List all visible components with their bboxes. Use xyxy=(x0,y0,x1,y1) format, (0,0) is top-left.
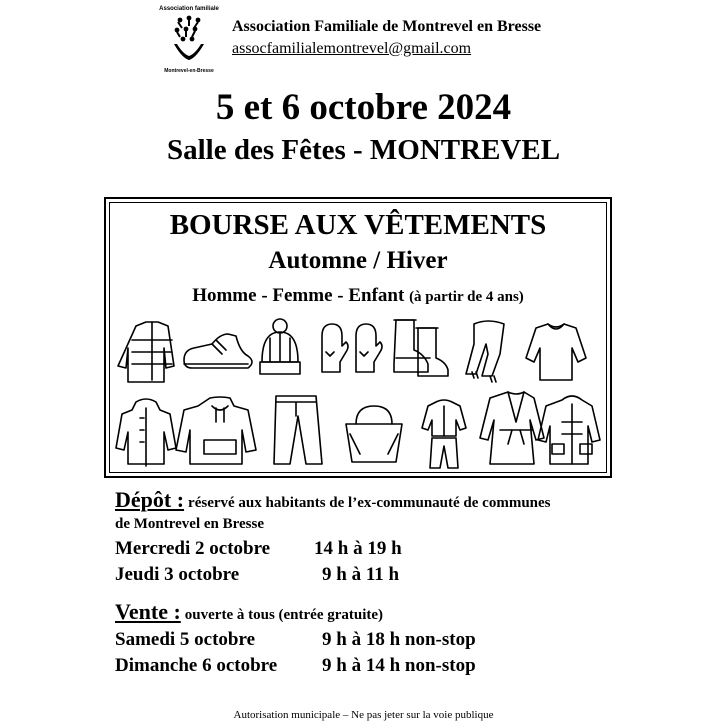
depot-note-line1: réservé aux habitants de l’ex-communauté de communes xyxy=(188,495,551,511)
box-season: Automne / Hiver xyxy=(268,247,448,274)
handbag-icon xyxy=(346,406,402,462)
event-box xyxy=(104,197,612,478)
beanie-icon xyxy=(260,319,300,374)
mittens-icon xyxy=(322,324,382,372)
depot-row-1 xyxy=(115,538,402,560)
puffer-jacket-icon xyxy=(118,322,174,382)
vente-day: Samedi 5 octobre xyxy=(115,629,256,650)
footer-note: Autorisation municipale – Ne pas jeter sur la voie publique xyxy=(233,709,494,721)
box-audience xyxy=(106,285,610,307)
duffle-coat-icon xyxy=(538,396,600,464)
vente-section-header xyxy=(115,599,383,625)
trousers-icon xyxy=(274,396,322,464)
vente-heading: Vente : xyxy=(115,599,181,624)
depot-day: Mercredi 2 octobre xyxy=(115,538,271,559)
hoodie-icon xyxy=(176,397,256,464)
depot-row-2 xyxy=(115,564,399,586)
depot-hours: 14 h à 19 h xyxy=(314,538,402,559)
box-title: BOURSE AUX VÊTEMENTS xyxy=(169,209,547,241)
vente-row-1 xyxy=(115,629,476,651)
hooded-coat-icon xyxy=(116,399,176,466)
depot-heading: Dépôt : xyxy=(115,487,185,512)
association-name: Association Familiale de Montrevel en Bresse xyxy=(232,18,542,35)
bathrobe-icon xyxy=(480,392,544,464)
clothing-illustrations xyxy=(114,316,602,472)
winter-boots-icon xyxy=(394,320,448,376)
scarf-icon xyxy=(466,321,504,382)
depot-hours: 9 h à 11 h xyxy=(322,564,400,585)
vente-hours: 9 h à 14 h non-stop xyxy=(322,655,476,676)
audience-text: Homme - Femme - Enfant xyxy=(192,285,405,306)
vente-hours: 9 h à 18 h non-stop xyxy=(322,629,476,650)
depot-section-header xyxy=(115,487,551,513)
vente-note: ouverte à tous (entrée gratuite) xyxy=(184,607,384,623)
vente-row-2 xyxy=(115,655,476,677)
event-dates: 5 et 6 octobre 2024 xyxy=(215,87,512,128)
event-venue: Salle des Fêtes - MONTREVEL xyxy=(166,134,561,166)
logo-text-top: Association familiale xyxy=(159,6,219,12)
logo-text-bottom: Montrevel-en-Bresse xyxy=(164,68,214,74)
association-email[interactable]: assocfamilialemontrevel@gmail.com xyxy=(232,40,472,57)
depot-day: Jeudi 3 octobre xyxy=(115,564,240,585)
child-tracksuit-icon xyxy=(422,400,466,468)
age-note: (à partir de 4 ans) xyxy=(409,289,524,305)
sweater-icon xyxy=(526,324,586,380)
association-logo xyxy=(158,2,220,74)
depot-note-line2: de Montrevel en Bresse xyxy=(115,516,264,532)
shoe-icon xyxy=(184,334,252,368)
vente-day: Dimanche 6 octobre xyxy=(115,655,278,676)
